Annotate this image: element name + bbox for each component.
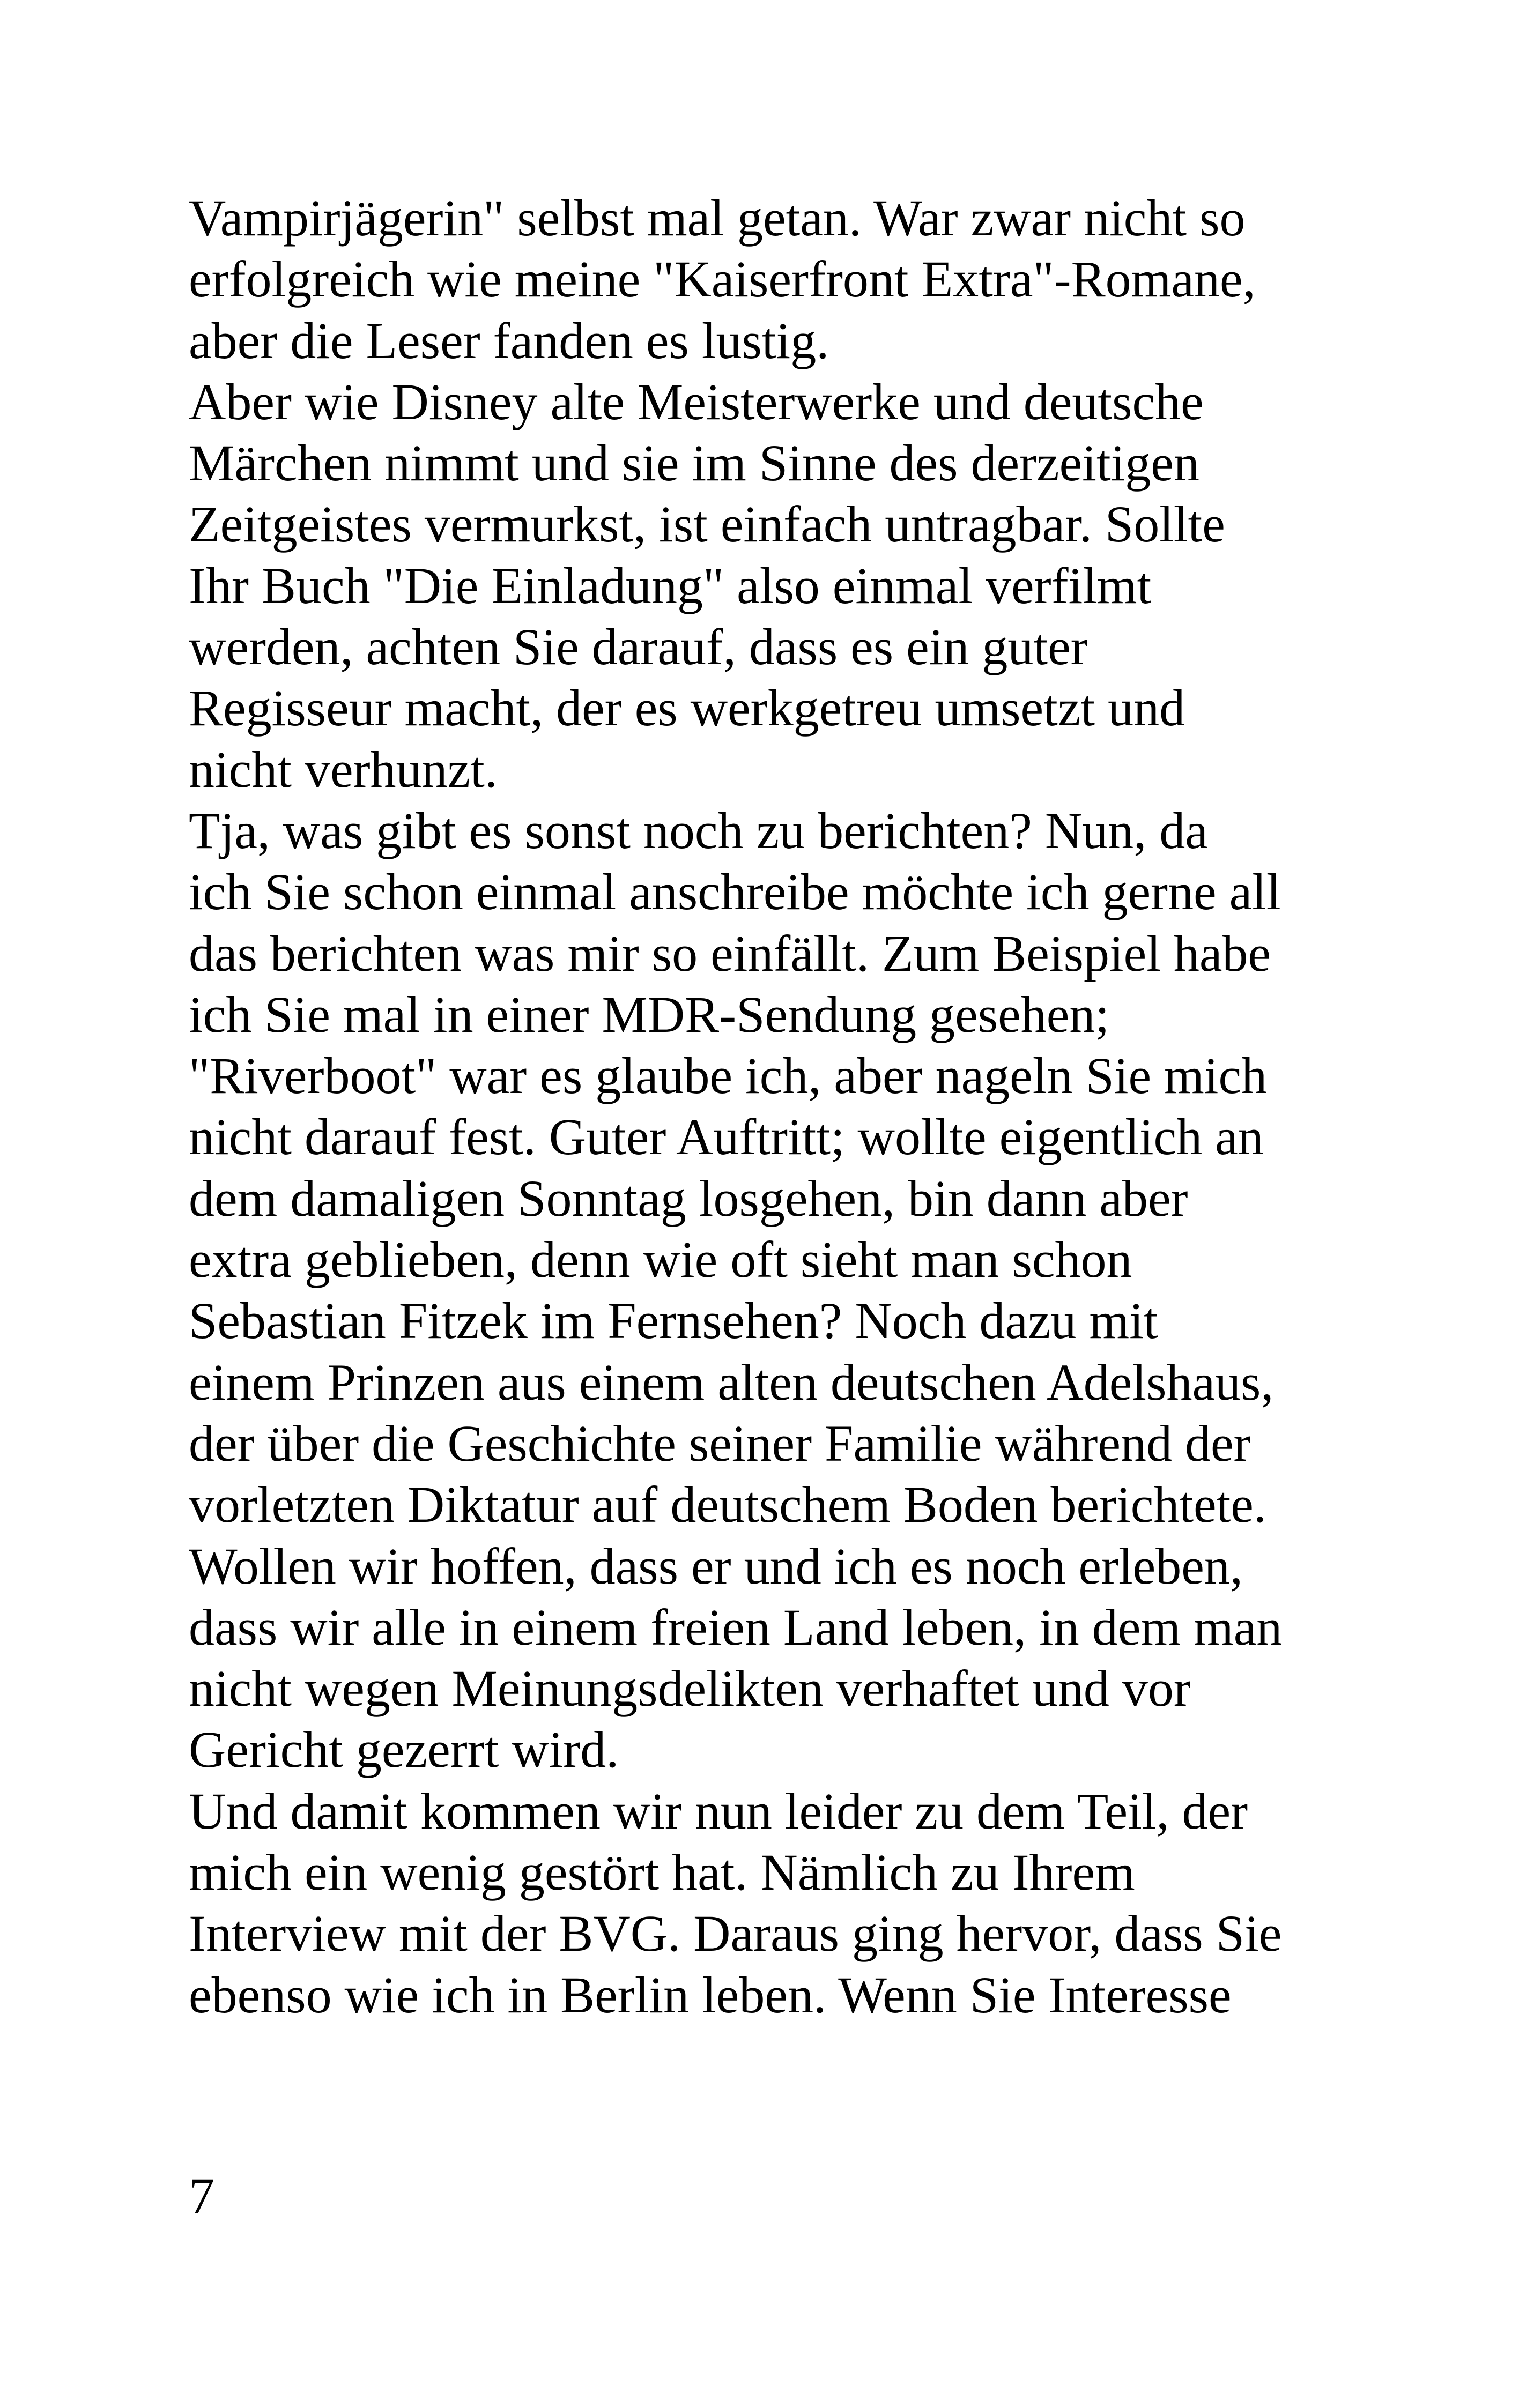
text-line: dem damaligen Sonntag losgehen, bin dann aber [189, 1169, 1188, 1227]
text-line: Wollen wir hoffen, dass er und ich es noch erleben, [189, 1537, 1243, 1595]
page-number: 7 [189, 2167, 214, 2225]
text-line: Ihr Buch "Die Einladung" also einmal verfilmt [189, 556, 1152, 614]
text-line: Tja, was gibt es sonst noch zu berichten? Nun, da [189, 801, 1208, 859]
text-line: ich Sie schon einmal anschreibe möchte ich gerne all [189, 863, 1281, 921]
text-line: nicht wegen Meinungsdelikten verhaftet und vor [189, 1660, 1191, 1718]
text-line: vorletzten Diktatur auf deutschem Boden berichtete. [189, 1476, 1266, 1534]
text-line: einem Prinzen aus einem alten deutschen Adelshaus, [189, 1353, 1274, 1411]
text-line: der über die Geschichte seiner Familie während der [189, 1414, 1251, 1472]
text-line: Vampirjägerin" selbst mal getan. War zwar nicht so [189, 189, 1246, 247]
text-line: Aber wie Disney alte Meisterwerke und deutsche [189, 373, 1204, 430]
text-line: Und damit kommen wir nun leider zu dem Teil, der [189, 1782, 1248, 1840]
text-line: erfolgreich wie meine "Kaiserfront Extra"-Romane, [189, 250, 1256, 308]
text-line: nicht verhunzt. [189, 740, 498, 798]
text-line: Gericht gezerrt wird. [189, 1721, 619, 1779]
text-line: dass wir alle in einem freien Land leben, in dem man [189, 1598, 1283, 1656]
body-text [189, 188, 1368, 2026]
text-line: Interview mit der BVG. Daraus ging hervor, dass Sie [189, 1905, 1282, 1963]
text-line: Zeitgeistes vermurkst, ist einfach untragbar. Sollte [189, 495, 1225, 553]
text-line: Regisseur macht, der es werkgetreu umsetzt und [189, 679, 1185, 737]
text-line: ebenso wie ich in Berlin leben. Wenn Sie Interesse [189, 1966, 1232, 2024]
text-line: Sebastian Fitzek im Fernsehen? Noch dazu mit [189, 1292, 1158, 1350]
text-line: aber die Leser fanden es lustig. [189, 311, 829, 369]
text-line: werden, achten Sie darauf, dass es ein guter [189, 618, 1088, 676]
text-line: Märchen nimmt und sie im Sinne des derzeitigen [189, 434, 1199, 492]
text-line: das berichten was mir so einfällt. Zum Beispiel habe [189, 924, 1271, 982]
text-line: "Riverboot" war es glaube ich, aber nageln Sie mich [189, 1047, 1268, 1105]
text-line: mich ein wenig gestört hat. Nämlich zu Ihrem [189, 1844, 1135, 1901]
text-line: nicht darauf fest. Guter Auftritt; wollte eigentlich an [189, 1108, 1264, 1166]
text-line: extra geblieben, denn wie oft sieht man schon [189, 1231, 1132, 1289]
text-line: ich Sie mal in einer MDR-Sendung gesehen; [189, 985, 1109, 1043]
